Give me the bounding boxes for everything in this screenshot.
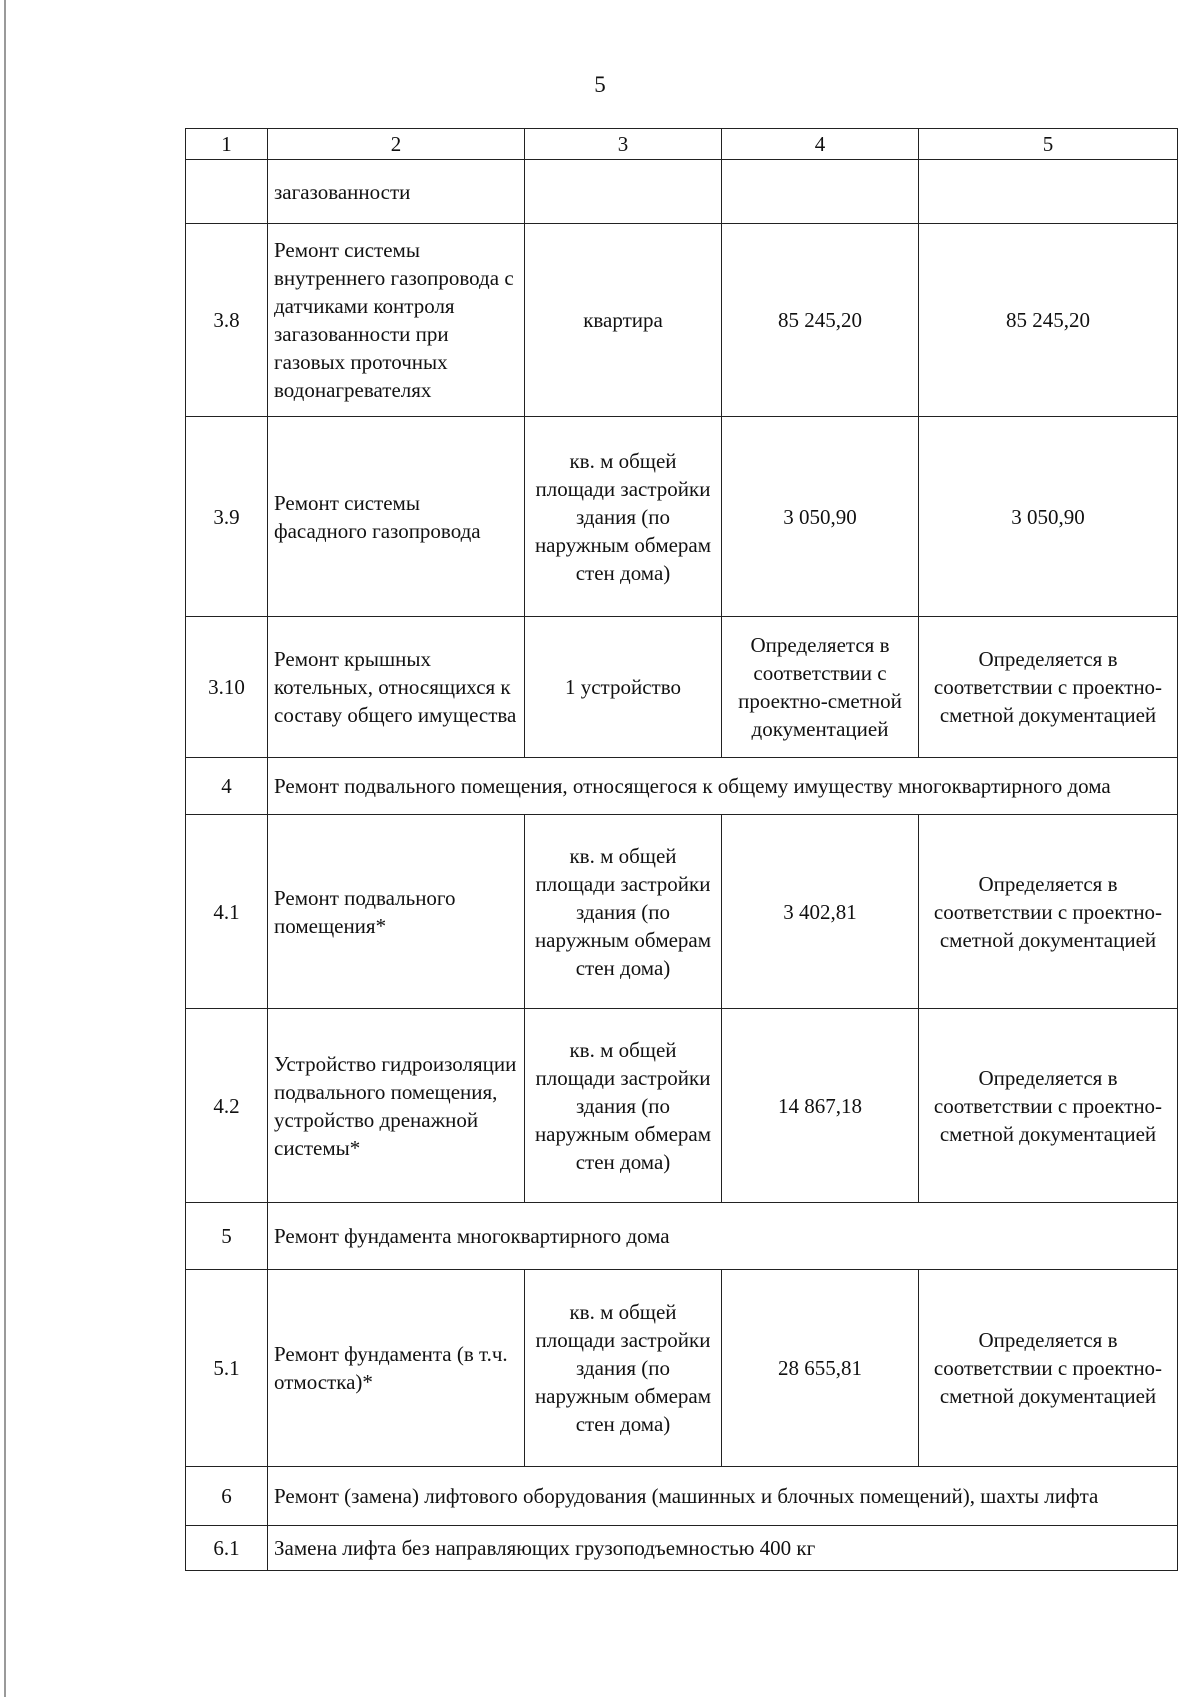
table-header-row — [186, 129, 1178, 160]
unit-cell: квартира — [525, 224, 722, 417]
value-cell — [722, 160, 919, 224]
table-row — [186, 417, 1178, 617]
column-header: 2 — [268, 129, 525, 160]
table-row — [186, 224, 1178, 417]
unit-cell: кв. м общей площади застройки здания (по наружным обмерам стен дома) — [525, 1009, 722, 1203]
work-name: Ремонт системы внутреннего газопровода с датчиками контроля загазованности при газовых проточных водонагревателях — [268, 224, 525, 417]
section-title: Ремонт (замена) лифтового оборудования (машинных и блочных помещений), шахты лифта — [268, 1467, 1178, 1526]
limit-cell: 3 050,90 — [919, 417, 1178, 617]
table-row — [186, 1270, 1178, 1467]
limit-cell: 85 245,20 — [919, 224, 1178, 417]
work-name: Ремонт крышных котельных, относящихся к составу общего имущества — [268, 617, 525, 758]
limit-cell: Определяется в соответствии с проектно-сметной документацией — [919, 1009, 1178, 1203]
section-title: Замена лифта без направляющих грузоподъемностью 400 кг — [268, 1526, 1178, 1571]
section-number: 5 — [186, 1203, 268, 1270]
section-number: 6 — [186, 1467, 268, 1526]
column-header: 1 — [186, 129, 268, 160]
value-cell: 14 867,18 — [722, 1009, 919, 1203]
value-cell: 3 402,81 — [722, 815, 919, 1009]
row-number: 4.2 — [186, 1009, 268, 1203]
section-number: 4 — [186, 758, 268, 815]
row-number: 3.8 — [186, 224, 268, 417]
page-edge-line — [4, 0, 6, 1697]
section-row — [186, 758, 1178, 815]
section-row — [186, 1526, 1178, 1571]
unit-cell: кв. м общей площади застройки здания (по наружным обмерам стен дома) — [525, 1270, 722, 1467]
unit-cell: 1 устройство — [525, 617, 722, 758]
value-cell: 28 655,81 — [722, 1270, 919, 1467]
unit-cell: кв. м общей площади застройки здания (по наружным обмерам стен дома) — [525, 815, 722, 1009]
section-number: 6.1 — [186, 1526, 268, 1571]
section-row — [186, 1467, 1178, 1526]
section-title: Ремонт фундамента многоквартирного дома — [268, 1203, 1178, 1270]
table-row — [186, 617, 1178, 758]
row-number: 4.1 — [186, 815, 268, 1009]
value-cell: 85 245,20 — [722, 224, 919, 417]
row-number: 3.10 — [186, 617, 268, 758]
unit-cell — [525, 160, 722, 224]
cost-table — [185, 128, 1178, 1571]
limit-cell — [919, 160, 1178, 224]
work-name: загазованности — [268, 160, 525, 224]
row-number: 5.1 — [186, 1270, 268, 1467]
table-row — [186, 1009, 1178, 1203]
page-number: 5 — [594, 72, 606, 97]
value-cell: 3 050,90 — [722, 417, 919, 617]
limit-cell: Определяется в соответствии с проектно-сметной документацией — [919, 617, 1178, 758]
section-row — [186, 1203, 1178, 1270]
limit-cell: Определяется в соответствии с проектно-сметной документацией — [919, 1270, 1178, 1467]
row-number — [186, 160, 268, 224]
value-cell: Определяется в соответствии с проектно-сметной документацией — [722, 617, 919, 758]
work-name: Ремонт системы фасадного газопровода — [268, 417, 525, 617]
section-title: Ремонт подвального помещения, относящегося к общему имуществу многоквартирного дома — [268, 758, 1178, 815]
table-row — [186, 160, 1178, 224]
work-name: Устройство гидроизоляции подвального помещения, устройство дренажной системы* — [268, 1009, 525, 1203]
unit-cell: кв. м общей площади застройки здания (по наружным обмерам стен дома) — [525, 417, 722, 617]
column-header: 3 — [525, 129, 722, 160]
limit-cell: Определяется в соответствии с проектно-сметной документацией — [919, 815, 1178, 1009]
row-number: 3.9 — [186, 417, 268, 617]
table-row — [186, 815, 1178, 1009]
column-header: 5 — [919, 129, 1178, 160]
column-header: 4 — [722, 129, 919, 160]
work-name: Ремонт подвального помещения* — [268, 815, 525, 1009]
work-name: Ремонт фундамента (в т.ч. отмостка)* — [268, 1270, 525, 1467]
